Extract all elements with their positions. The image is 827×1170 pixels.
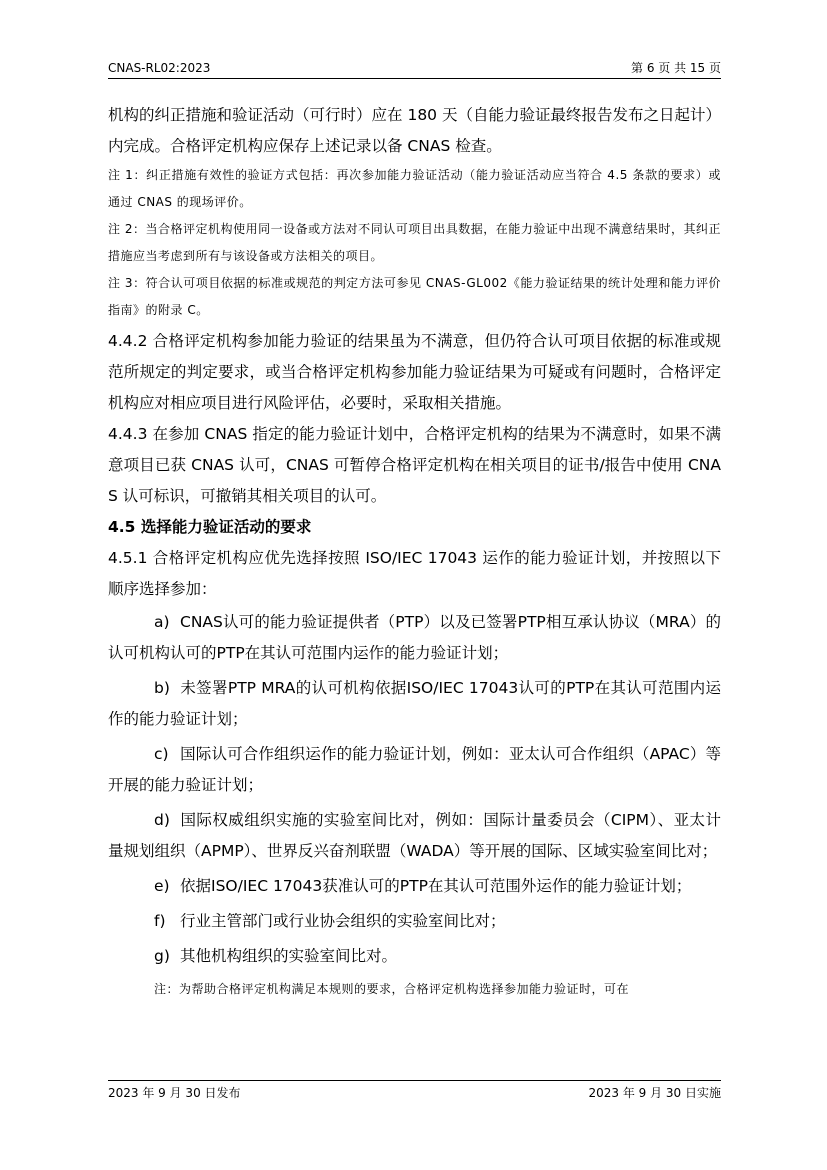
list-item-a: [108, 607, 721, 669]
list-item-d: [108, 805, 721, 867]
document-code: CNAS-RL02:2023: [108, 61, 211, 75]
header-rule: [108, 78, 721, 79]
page-number: 第 6 页 共 15 页: [631, 61, 721, 75]
list-marker: e): [154, 877, 170, 895]
note-2: 注 2：当合格评定机构使用同一设备或方法对不同认可项目出具数据，在能力验证中出现不满意结果时，其纠正措施应当考虑到所有与该设备或方法相关的项目。: [108, 222, 721, 263]
list-item-text: 其他机构组织的实验室间比对。: [180, 947, 398, 965]
list-marker: d): [154, 811, 170, 829]
list-item-text: 国际权威组织实施的实验室间比对，例如：国际计量委员会（CIPM）、亚太计量规划组织（APMP）、世界反兴奋剂联盟（WADA）等开展的国际、区域实验室间比对；: [108, 811, 721, 860]
list-item-b: [108, 673, 721, 735]
list-item-text: 依据ISO/IEC 17043获准认可的PTP在其认可范围外运作的能力验证计划；: [180, 877, 692, 895]
paragraph-continued: 机构的纠正措施和验证活动（可行时）应在 180 天（自能力验证最终报告发布之日起计）内完成。合格评定机构应保存上述记录以备 CNAS 检查。: [108, 106, 721, 155]
list-marker: g): [154, 947, 170, 965]
list-marker: b): [154, 679, 170, 697]
list-item-c: [108, 739, 721, 801]
clause-4-4-2: 4.4.2 合格评定机构参加能力验证的结果虽为不满意，但仍符合认可项目依据的标准或规范所规定的判定要求，或当合格评定机构参加能力验证结果为可疑或有问题时，合格评定机构应对相应项目进行风险评估，必要时，采取相关措施。: [108, 332, 721, 412]
effective-date: 2023 年 9 月 30 日实施: [588, 1086, 721, 1100]
list-item-text: 国际认可合作组织运作的能力验证计划，例如：亚太认可合作组织（APAC）等开展的能力验证计划；: [108, 745, 721, 794]
note-final: 注：为帮助合格评定机构满足本规则的要求，合格评定机构选择参加能力验证时，可在: [154, 982, 630, 996]
footer-rule: [108, 1080, 721, 1081]
note-3: 注 3：符合认可项目依据的标准或规范的判定方法可参见 CNAS-GL002《能力验证结果的统计处理和能力评价指南》的附录 C。: [108, 276, 721, 317]
section-heading-4-5: 4.5 选择能力验证活动的要求: [108, 518, 312, 536]
list-item-g: [108, 941, 721, 972]
list-item-text: 行业主管部门或行业协会组织的实验室间比对；: [180, 912, 506, 930]
clause-4-5-1: 4.5.1 合格评定机构应优先选择按照 ISO/IEC 17043 运作的能力验证计划，并按照以下顺序选择参加：: [108, 549, 721, 598]
list-item-f: [108, 906, 721, 937]
page-body: [108, 100, 721, 1003]
clause-4-4-3: 4.4.3 在参加 CNAS 指定的能力验证计划中，合格评定机构的结果为不满意时，如果不满意项目已获 CNAS 认可，CNAS 可暂停合格评定机构在相关项目的证书/报告中使用 CNAS 认可标识，可撤销其相关项目的认可。: [108, 425, 721, 505]
list-marker: a): [154, 613, 170, 631]
list-marker: c): [154, 745, 169, 763]
list-item-text: CNAS认可的能力验证提供者（PTP）以及已签署PTP相互承认协议（MRA）的认可机构认可的PTP在其认可范围内运作的能力验证计划；: [108, 613, 721, 662]
page-footer: [108, 1084, 721, 1102]
issue-date: 2023 年 9 月 30 日发布: [108, 1086, 241, 1100]
list-marker: f): [154, 912, 166, 930]
page-header: [108, 59, 721, 77]
list-item-text: 未签署PTP MRA的认可机构依据ISO/IEC 17043认可的PTP在其认可范围内运作的能力验证计划；: [108, 679, 721, 728]
note-1: 注 1：纠正措施有效性的验证方式包括：再次参加能力验证活动（能力验证活动应当符合 4.5 条款的要求）或通过 CNAS 的现场评价。: [108, 168, 721, 209]
list-item-e: [108, 871, 721, 902]
